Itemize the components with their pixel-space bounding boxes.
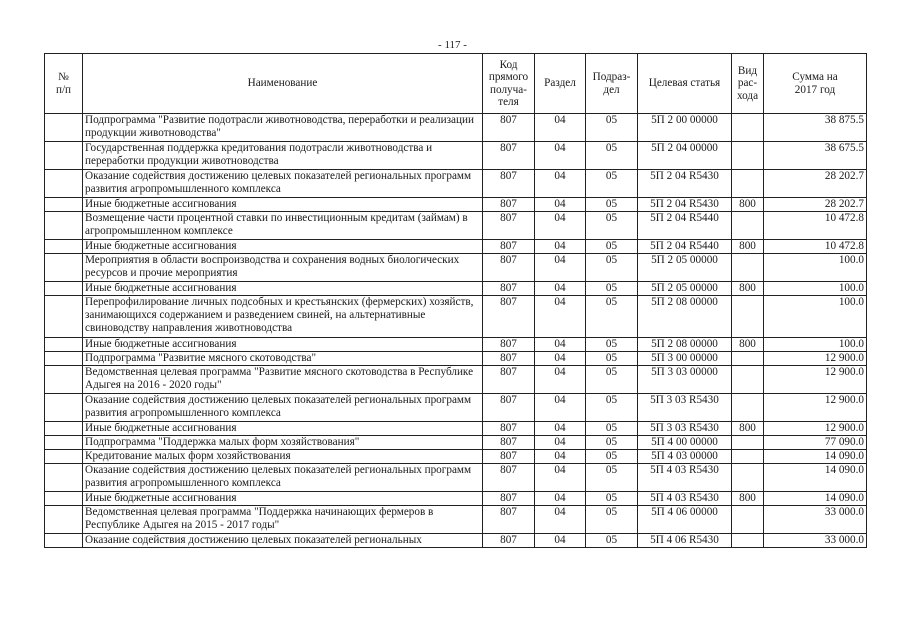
row-num-cell — [45, 492, 83, 506]
row-section-cell: 04 — [535, 240, 586, 254]
row-num-cell — [45, 240, 83, 254]
row-name-cell: Оказание содействия достижению целевых показателей региональных программ развития агропромышленного комплекса — [83, 394, 483, 422]
row-expense-type-cell: 800 — [732, 422, 764, 436]
row-code-cell: 807 — [483, 464, 535, 492]
row-section-cell: 04 — [535, 394, 586, 422]
row-name-cell: Иные бюджетные ассигнования — [83, 282, 483, 296]
row-code-cell: 807 — [483, 198, 535, 212]
row-sum-cell: 12 900.0 — [764, 352, 867, 366]
row-code-cell: 807 — [483, 534, 535, 548]
header-target: Целевая статья — [638, 54, 732, 114]
header-sum: Сумма на 2017 год — [764, 54, 867, 114]
row-target-cell: 5П 4 03 R5430 — [638, 492, 732, 506]
row-target-cell: 5П 2 08 00000 — [638, 296, 732, 338]
row-num-cell — [45, 464, 83, 492]
row-sum-cell: 14 090.0 — [764, 464, 867, 492]
table-row — [45, 114, 867, 142]
row-sum-cell: 28 202.7 — [764, 170, 867, 198]
row-name-cell: Кредитование малых форм хозяйствования — [83, 450, 483, 464]
row-num-cell — [45, 436, 83, 450]
row-section-cell: 04 — [535, 142, 586, 170]
row-name-cell: Оказание содействия достижению целевых показателей региональных программ развития агропромышленного комплекса — [83, 464, 483, 492]
row-name-cell: Подпрограмма "Развитие мясного скотоводства" — [83, 352, 483, 366]
row-code-cell: 807 — [483, 212, 535, 240]
row-sum-cell: 28 202.7 — [764, 198, 867, 212]
table-row — [45, 506, 867, 534]
row-sum-cell: 100.0 — [764, 282, 867, 296]
row-sum-cell: 38 675.5 — [764, 142, 867, 170]
row-num-cell — [45, 338, 83, 352]
row-name-cell: Возмещение части процентной ставки по инвестиционным кредитам (займам) в агропромышленном комплексе — [83, 212, 483, 240]
row-num-cell — [45, 506, 83, 534]
table-row — [45, 296, 867, 338]
row-num-cell — [45, 450, 83, 464]
row-name-cell: Иные бюджетные ассигнования — [83, 338, 483, 352]
table-body — [45, 114, 867, 548]
row-expense-type-cell: 800 — [732, 492, 764, 506]
row-name-cell: Иные бюджетные ассигнования — [83, 492, 483, 506]
row-section-cell: 04 — [535, 198, 586, 212]
table-row — [45, 170, 867, 198]
row-target-cell: 5П 4 00 00000 — [638, 436, 732, 450]
table-row — [45, 422, 867, 436]
row-expense-type-cell — [732, 464, 764, 492]
row-num-cell — [45, 142, 83, 170]
row-section-cell: 04 — [535, 296, 586, 338]
row-num-cell — [45, 352, 83, 366]
row-code-cell: 807 — [483, 254, 535, 282]
row-target-cell: 5П 2 04 R5430 — [638, 198, 732, 212]
header-num: № п/п — [45, 54, 83, 114]
row-subsection-cell: 05 — [586, 366, 638, 394]
row-subsection-cell: 05 — [586, 394, 638, 422]
row-subsection-cell: 05 — [586, 492, 638, 506]
row-subsection-cell: 05 — [586, 352, 638, 366]
row-subsection-cell: 05 — [586, 142, 638, 170]
row-name-cell: Мероприятия в области воспроизводства и сохранения водных биологических ресурсов и прочие мероприятия — [83, 254, 483, 282]
table-row — [45, 212, 867, 240]
row-expense-type-cell — [732, 296, 764, 338]
table-row — [45, 394, 867, 422]
row-subsection-cell: 05 — [586, 282, 638, 296]
row-sum-cell: 77 090.0 — [764, 436, 867, 450]
row-subsection-cell: 05 — [586, 534, 638, 548]
row-sum-cell: 10 472.8 — [764, 240, 867, 254]
row-target-cell: 5П 2 04 R5440 — [638, 240, 732, 254]
table-row — [45, 464, 867, 492]
row-name-cell: Государственная поддержка кредитования подотрасли животноводства и переработки продукции животноводства — [83, 142, 483, 170]
row-subsection-cell: 05 — [586, 338, 638, 352]
row-name-cell: Ведомственная целевая программа "Развитие мясного скотоводства в Республике Адыгея на 2016 - 2020 годы" — [83, 366, 483, 394]
row-code-cell: 807 — [483, 506, 535, 534]
page-number: - 117 - — [438, 39, 467, 51]
row-code-cell: 807 — [483, 282, 535, 296]
row-expense-type-cell — [732, 114, 764, 142]
row-code-cell: 807 — [483, 114, 535, 142]
row-target-cell: 5П 2 04 R5430 — [638, 170, 732, 198]
row-sum-cell: 14 090.0 — [764, 450, 867, 464]
row-target-cell: 5П 4 06 00000 — [638, 506, 732, 534]
row-expense-type-cell: 800 — [732, 282, 764, 296]
table-row — [45, 352, 867, 366]
row-target-cell: 5П 3 03 R5430 — [638, 394, 732, 422]
row-section-cell: 04 — [535, 534, 586, 548]
row-expense-type-cell — [732, 450, 764, 464]
table-row — [45, 366, 867, 394]
row-expense-type-cell — [732, 436, 764, 450]
row-code-cell: 807 — [483, 338, 535, 352]
row-code-cell: 807 — [483, 394, 535, 422]
row-code-cell: 807 — [483, 366, 535, 394]
header-code: Код прямого получа- теля — [483, 54, 535, 114]
row-code-cell: 807 — [483, 170, 535, 198]
row-target-cell: 5П 2 05 00000 — [638, 282, 732, 296]
row-name-cell: Иные бюджетные ассигнования — [83, 422, 483, 436]
row-target-cell: 5П 2 04 R5440 — [638, 212, 732, 240]
table-row — [45, 198, 867, 212]
row-section-cell: 04 — [535, 282, 586, 296]
row-section-cell: 04 — [535, 422, 586, 436]
table-row — [45, 254, 867, 282]
row-code-cell: 807 — [483, 492, 535, 506]
row-num-cell — [45, 394, 83, 422]
row-name-cell: Подпрограмма "Развитие подотрасли животноводства, переработки и реализации продукции животноводства" — [83, 114, 483, 142]
row-subsection-cell: 05 — [586, 450, 638, 464]
row-sum-cell: 12 900.0 — [764, 394, 867, 422]
row-target-cell: 5П 2 00 00000 — [638, 114, 732, 142]
row-section-cell: 04 — [535, 212, 586, 240]
row-section-cell: 04 — [535, 170, 586, 198]
row-sum-cell: 14 090.0 — [764, 492, 867, 506]
row-expense-type-cell — [732, 394, 764, 422]
row-num-cell — [45, 198, 83, 212]
row-target-cell: 5П 2 05 00000 — [638, 254, 732, 282]
row-name-cell: Иные бюджетные ассигнования — [83, 198, 483, 212]
row-code-cell: 807 — [483, 352, 535, 366]
row-sum-cell: 10 472.8 — [764, 212, 867, 240]
row-name-cell: Перепрофилирование личных подсобных и крестьянских (фермерских) хозяйств, занимающихся содержанием и разведением свиней, на альтернативные свиноводству направления животноводства — [83, 296, 483, 338]
row-subsection-cell: 05 — [586, 114, 638, 142]
row-num-cell — [45, 212, 83, 240]
row-code-cell: 807 — [483, 240, 535, 254]
row-subsection-cell: 05 — [586, 254, 638, 282]
row-code-cell: 807 — [483, 422, 535, 436]
row-section-cell: 04 — [535, 450, 586, 464]
row-expense-type-cell — [732, 352, 764, 366]
row-expense-type-cell: 800 — [732, 338, 764, 352]
row-subsection-cell: 05 — [586, 464, 638, 492]
row-sum-cell: 100.0 — [764, 254, 867, 282]
header-expense-type: Вид рас- хода — [732, 54, 764, 114]
row-num-cell — [45, 170, 83, 198]
row-expense-type-cell — [732, 254, 764, 282]
row-name-cell: Ведомственная целевая программа "Поддержка начинающих фермеров в Республике Адыгея на 2015 - 2017 годы" — [83, 506, 483, 534]
row-section-cell: 04 — [535, 338, 586, 352]
row-name-cell: Оказание содействия достижению целевых показателей региональных — [83, 534, 483, 548]
row-section-cell: 04 — [535, 366, 586, 394]
row-name-cell: Подпрограмма "Поддержка малых форм хозяйствования" — [83, 436, 483, 450]
row-sum-cell: 12 900.0 — [764, 422, 867, 436]
row-sum-cell: 33 000.0 — [764, 534, 867, 548]
row-num-cell — [45, 254, 83, 282]
row-target-cell: 5П 3 03 R5430 — [638, 422, 732, 436]
row-target-cell: 5П 4 03 00000 — [638, 450, 732, 464]
row-target-cell: 5П 2 08 00000 — [638, 338, 732, 352]
table-row — [45, 142, 867, 170]
row-subsection-cell: 05 — [586, 296, 638, 338]
row-target-cell: 5П 4 03 R5430 — [638, 464, 732, 492]
row-num-cell — [45, 422, 83, 436]
row-subsection-cell: 05 — [586, 212, 638, 240]
table-row — [45, 282, 867, 296]
row-num-cell — [45, 282, 83, 296]
row-section-cell: 04 — [535, 352, 586, 366]
row-subsection-cell: 05 — [586, 436, 638, 450]
row-subsection-cell: 05 — [586, 422, 638, 436]
row-section-cell: 04 — [535, 254, 586, 282]
table-row — [45, 492, 867, 506]
row-section-cell: 04 — [535, 464, 586, 492]
row-num-cell — [45, 366, 83, 394]
row-target-cell: 5П 3 03 00000 — [638, 366, 732, 394]
row-sum-cell: 33 000.0 — [764, 506, 867, 534]
table-row — [45, 436, 867, 450]
row-name-cell: Оказание содействия достижению целевых показателей региональных программ развития агропромышленного комплекса — [83, 170, 483, 198]
row-num-cell — [45, 114, 83, 142]
row-section-cell: 04 — [535, 492, 586, 506]
row-sum-cell: 12 900.0 — [764, 366, 867, 394]
row-expense-type-cell — [732, 170, 764, 198]
row-num-cell — [45, 534, 83, 548]
row-target-cell: 5П 4 06 R5430 — [638, 534, 732, 548]
row-section-cell: 04 — [535, 506, 586, 534]
header-subsection: Подраз- дел — [586, 54, 638, 114]
row-code-cell: 807 — [483, 296, 535, 338]
row-section-cell: 04 — [535, 114, 586, 142]
row-expense-type-cell — [732, 506, 764, 534]
table-row — [45, 240, 867, 254]
row-expense-type-cell — [732, 142, 764, 170]
row-target-cell: 5П 3 00 00000 — [638, 352, 732, 366]
header-section: Раздел — [535, 54, 586, 114]
row-sum-cell: 100.0 — [764, 296, 867, 338]
table-header-row — [45, 54, 867, 114]
row-num-cell — [45, 296, 83, 338]
row-code-cell: 807 — [483, 142, 535, 170]
row-code-cell: 807 — [483, 436, 535, 450]
row-sum-cell: 100.0 — [764, 338, 867, 352]
row-subsection-cell: 05 — [586, 240, 638, 254]
row-subsection-cell: 05 — [586, 506, 638, 534]
row-code-cell: 807 — [483, 450, 535, 464]
row-target-cell: 5П 2 04 00000 — [638, 142, 732, 170]
header-name: Наименование — [83, 54, 483, 114]
table-row — [45, 534, 867, 548]
table-row — [45, 338, 867, 352]
row-section-cell: 04 — [535, 436, 586, 450]
row-name-cell: Иные бюджетные ассигнования — [83, 240, 483, 254]
row-subsection-cell: 05 — [586, 170, 638, 198]
row-expense-type-cell — [732, 534, 764, 548]
row-expense-type-cell: 800 — [732, 240, 764, 254]
row-expense-type-cell: 800 — [732, 198, 764, 212]
row-sum-cell: 38 875.5 — [764, 114, 867, 142]
row-subsection-cell: 05 — [586, 198, 638, 212]
budget-table — [44, 53, 867, 548]
table-row — [45, 450, 867, 464]
row-expense-type-cell — [732, 366, 764, 394]
row-expense-type-cell — [732, 212, 764, 240]
